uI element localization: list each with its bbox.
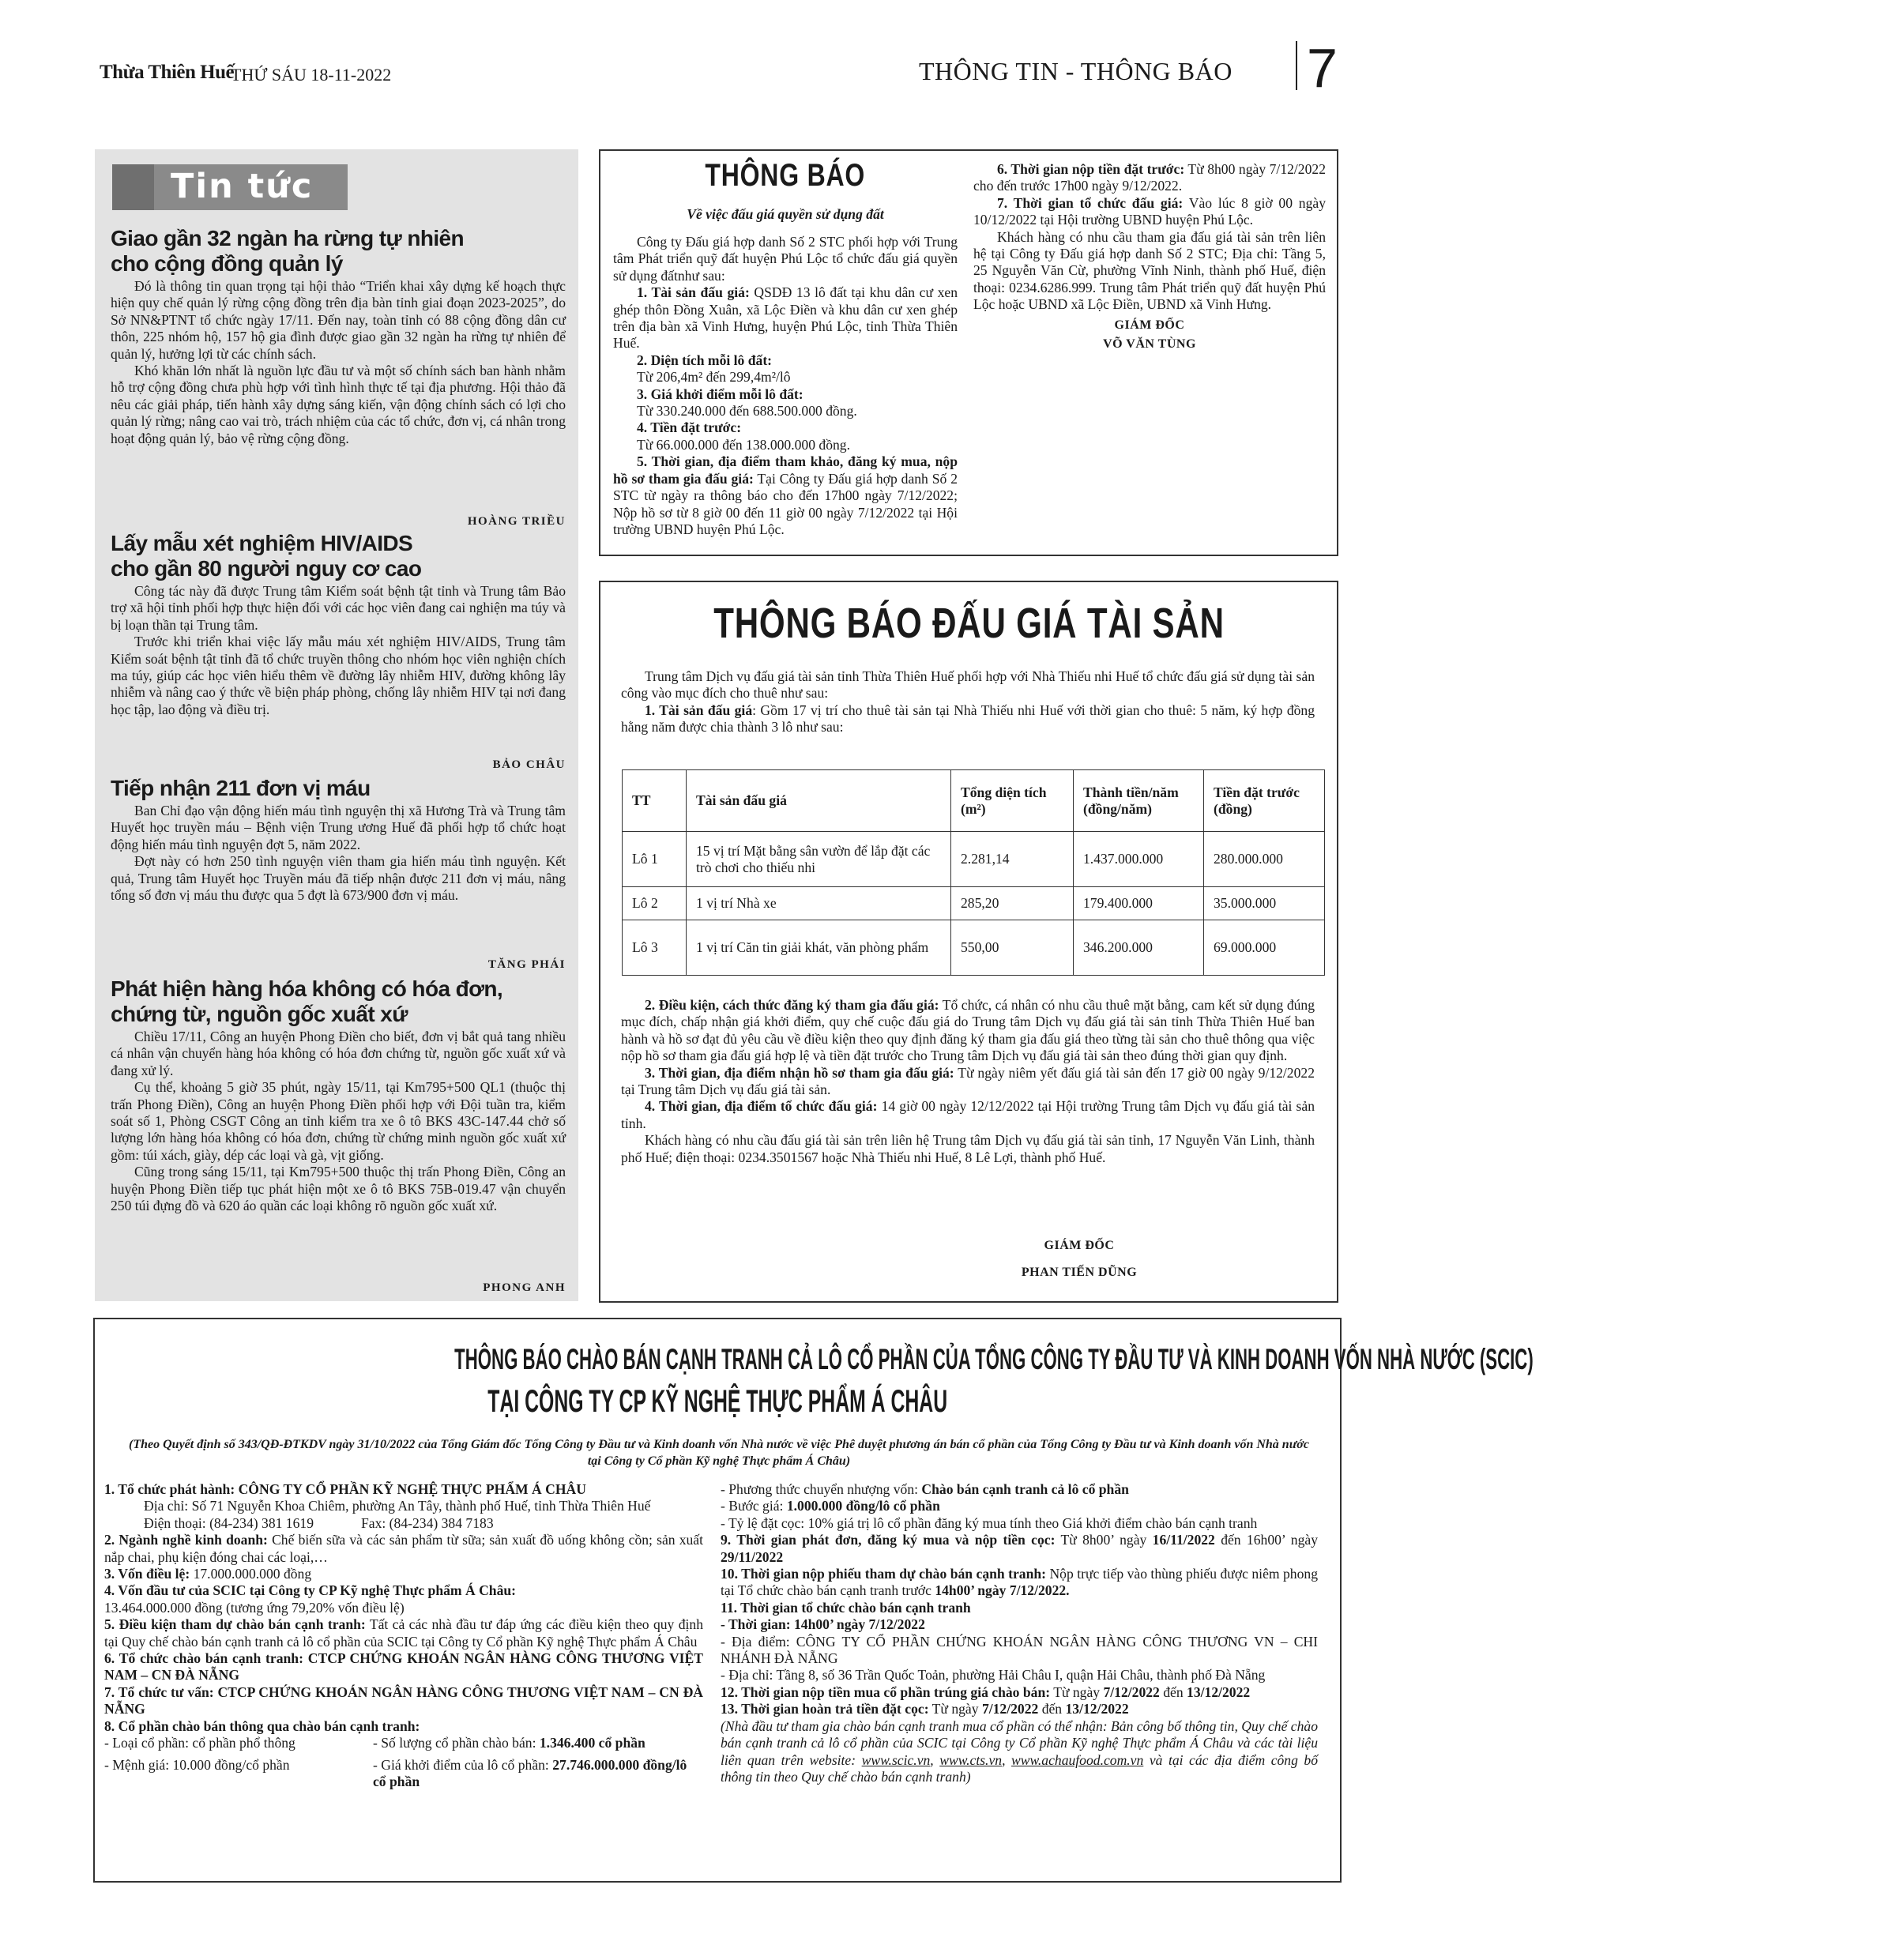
table-row (623, 920, 1325, 976)
land-item-4-label: 4. Tiền đặt trước: (637, 419, 742, 436)
share-start-price-value: 27.746.000.000 đồng/lô cổ phần (373, 1756, 687, 1789)
share-item-11-time: - Thời gian: 14h00’ ngày 7/12/2022 (721, 1616, 925, 1633)
land-item-7-text: Vào lúc 8 giờ 00 ngày 10/12/2022 tại Hội trường UBND huyện Phú Lộc. (973, 194, 1326, 228)
share-item-4-label: 4. Vốn đầu tư của SCIC tại Công ty CP Kỹ nghệ Thực phẩm Á Châu: (104, 1582, 517, 1599)
land-item-6-text: Từ 8h00 ngày 7/12/2022 cho đến trước 17h00 ngày 9/12/2022. (973, 161, 1326, 194)
share-item-1-address: Địa chỉ: Số 71 Nguyễn Khoa Chiêm, phường An Tây, thành phố Huế, tỉnh Thừa Thiên Huế (144, 1498, 651, 1514)
article-1-byline: HOÀNG TRIỀU (467, 515, 566, 528)
table-cell: 179.400.000 (1074, 887, 1204, 920)
share-par-value: - Mệnh giá: 10.000 đồng/cổ phần (104, 1756, 290, 1773)
article-4-paragraph: Chiều 17/11, Công an huyện Phong Điền cho biết, đơn vị bắt quả tang nhiều cá nhân vận chuyển hàng hóa không có hóa đơn chứng từ, nguồn gốc xuất xứ và đang xử lý. (111, 1029, 566, 1078)
share-start-price (373, 1757, 703, 1791)
land-notice-subtitle: Về việc đấu giá quyền sử dụng đất (687, 206, 884, 222)
land-item-1-text: QSDĐ 13 lô đất tại khu dân cư xen ghép thôn Đồng Xuân, xã Lộc Điền và khu dân cư xen ghép trên địa bàn xã Vinh Hưng, huyện Phú Lộc, tỉnh Thừa Thiên Huế. (613, 284, 958, 352)
share-item-12-text-2: đến (1159, 1683, 1187, 1700)
article-2-byline: BẢO CHÂU (492, 758, 566, 771)
share-item-8-row-2 (104, 1757, 703, 1791)
share-transfer-method-label: - Phương thức chuyển nhượng vốn: (721, 1481, 919, 1497)
share-item-13-date-2: 13/12/2022 (1065, 1701, 1129, 1717)
table-cell: Lô 2 (623, 887, 687, 920)
table-cell: 15 vị trí Mặt bằng sân vườn để lắp đặt các trò chơi cho thiếu nhi (687, 832, 951, 887)
share-item-12-label: 12. Thời gian nộp tiền mua cổ phần trúng giá chào bán: (721, 1683, 1051, 1700)
share-item-1-contacts (104, 1515, 703, 1532)
share-transfer-method-value: Chào bán cạnh tranh cả lô cổ phần (921, 1481, 1129, 1497)
article-1-headline (111, 226, 569, 277)
share-item-2 (104, 1532, 703, 1566)
share-transfer-method (721, 1481, 1318, 1498)
asset-item-2-text: Tổ chức, cá nhân có nhu cầu thuê mặt bằng, cam kết sử dụng đúng mục đích, chấp nhận giá khởi điểm, quy chế cuộc đấu giá do Trung tâm Dịch vụ đấu giá tài sản tỉnh Thừa Thiên Huế ban hành và hồ sơ đạt đủ yêu cầu về điều kiện theo quy định đăng ký tham gia đấu giá theo từng tài sản cho thuê thông qua việc nộp hồ sơ tham gia đấu giá hợp lệ và tiền đặt trước cho Trung tâm Dịch vụ đấu giá tài sản theo đúng thời gian quy định. (621, 997, 1315, 1064)
share-item-3 (104, 1566, 703, 1582)
land-notice-contact: Khách hàng có nhu cầu tham gia đấu giá tài sản trên liên hệ tại Công ty Đấu giá hợp danh Số 2 STC; Địa chỉ: Tầng 5, 25 Nguyễn Văn Cừ, phường Vĩnh Ninh, thành phố Huế, điện thoại: 0234.6286.999. Trung tâm Phát triển quỹ đất huyện Phú Lộc hoặc UBND xã Lộc Điền, UBND xã Vinh Hưng. (973, 228, 1326, 313)
table-row (623, 832, 1325, 887)
share-item-1-phone: Điện thoại: (84-234) 381 1619 (144, 1514, 314, 1531)
share-quantity (373, 1735, 703, 1751)
asset-item-3-text: Từ ngày niêm yết đấu giá tài sản đến 17 giờ 00 ngày 9/12/2022 tại Trung tâm Dịch vụ đấu giá tài sản. (621, 1064, 1315, 1098)
article-3-headline-line-1: Tiếp nhận 211 đơn vị máu (111, 776, 371, 800)
share-quantity-value: 1.346.400 cổ phần (539, 1735, 645, 1751)
land-item-3-label: 3. Giá khởi điểm mỗi lô đất: (637, 386, 803, 402)
share-deposit-rate: - Tỷ lệ đặt cọc: 10% giá trị lô cổ phần đăng ký mua tính theo Giá khởi điểm chào bán cạnh tranh (721, 1514, 1258, 1531)
asset-notice-contact: Khách hàng có nhu cầu đấu giá tài sản trên liên hệ Trung tâm Dịch vụ đấu giá tài sản tỉnh, 17 Nguyễn Văn Linh, thành phố Huế; điện thoại: 0234.3501567 hoặc Nhà Thiếu nhi Huế, 8 Lê Lợi, thành phố Huế. (621, 1132, 1315, 1165)
share-item-12 (721, 1684, 1318, 1701)
achaufood-website-link[interactable]: www.achaufood.com.vn (1011, 1751, 1144, 1768)
share-item-1-label: 1. Tổ chức phát hành: CÔNG TY CỔ PHẦN KỸ NGHỆ THỰC PHẨM Á CHÂU (104, 1481, 586, 1497)
news-banner-title: Tin tức (171, 167, 314, 206)
article-3-paragraph: Đợt này có hơn 250 tình nguyện viên tham gia hiến máu tình nguyện. Kết quả, Trung tâm Huyết học Truyền máu đã tiếp nhận được 211 đơn vị máu, nâng tổng số đơn vị máu thu được qua 5 đợt là 673/900 đơn vị máu. (111, 853, 566, 904)
article-4-paragraph: Cụ thể, khoảng 5 giờ 35 phút, ngày 15/11, tại Km795+500 QL1 (thuộc thị trấn Phong Điền), Công an huyện Phong Điền phối hợp với Đội tuần tra, kiểm soát số 1, Phòng CSGT Công an tỉnh kiểm tra xe ô tô BKS 43C-147.44 chở số lượng lớn hàng hóa không có hóa đơn, chứng từ chứng minh nguồn gốc xuất xứ gồm: túi xách, giày, dép các loại và gà, vịt giống. (111, 1079, 566, 1163)
article-3-byline: TĂNG PHÁI (487, 958, 566, 971)
table-header-cell: Tiền đặt trước (đồng) (1204, 770, 1325, 832)
article-2-headline-line-2: cho gần 80 người nguy cơ cao (111, 556, 422, 581)
share-item-13-date-1: 7/12/2022 (981, 1701, 1039, 1717)
share-notice-title-2-wrap (95, 1384, 1340, 1420)
share-item-10-text: Nộp trực tiếp vào thùng phiếu được niêm phong tại Tổ chức chào bán cạnh tranh trước (721, 1566, 1318, 1599)
asset-item-3-label: 3. Thời gian, địa điểm nhận hồ sơ tham gia đấu giá: (645, 1064, 954, 1081)
share-item-9-date-2: 29/11/2022 (721, 1548, 784, 1565)
share-type: - Loại cổ phần: cổ phần phổ thông (104, 1735, 295, 1751)
land-notice-item-5-start (613, 453, 958, 538)
share-item-8-row-1 (104, 1735, 703, 1751)
asset-item-4-text: 14 giờ 00 ngày 12/12/2022 tại Hội trường Trung tâm Dịch vụ đấu giá tài sản tỉnh. (621, 1098, 1315, 1131)
asset-item-4-label: 4. Thời gian, địa điểm tổ chức đấu giá: (645, 1098, 878, 1115)
land-item-1-label: 1. Tài sản đấu giá: (637, 284, 750, 301)
land-notice-sign-title: GIÁM ĐỐC (1114, 318, 1185, 332)
asset-item-1-text: : Gồm 17 vị trí cho thuê tài sản tại Nhà Thiếu nhi Huế với thời gian cho thuê: 5 năm, ký hợp đồng hằng năm được chia thành 3 lô như sau: (621, 702, 1315, 735)
share-item-1-fax: Fax: (84-234) 384 7183 (361, 1514, 494, 1531)
share-notice-title-1: THÔNG BÁO CHÀO BÁN CẠNH TRANH CẢ LÔ CỔ PHẦN CỦA TỔNG CÔNG TY ĐẦU TƯ VÀ KINH DOANH VỐN NHÀ NƯỚC (SCIC) (454, 1343, 1534, 1375)
share-item-11-place: - Địa điểm: CÔNG TY CỔ PHẦN CHỨNG KHOÁN NGÂN HÀNG CÔNG THƯƠNG VN – CHI NHÁNH ĐÀ NẴNG (721, 1633, 1318, 1667)
share-item-2-text: Chế biến sữa và các sản phẩm từ sữa; sản xuất đồ uống không cồn; sản xuất nắp chai, phụ kiện đóng chai các loại,… (104, 1532, 704, 1565)
article-1-paragraph: Đó là thông tin quan trọng tại hội thảo “Triển khai xây dựng kế hoạch thực hiện quy chế quản lý rừng cộng đồng trên địa bàn tỉnh giai đoạn 2023-2025”, do Sở NN&PTNT tổ chức ngày 17/11. Đến nay, toàn tỉnh có 88 cộng đồng dân cư thôn, 225 nhóm hộ, 157 hộ gia đình được giao gần 32 ngàn ha rừng tự nhiên để quản lý, hưởng lợi từ các chính sách. (111, 278, 566, 362)
share-item-10 (721, 1566, 1318, 1600)
share-notice-title-2: TẠI CÔNG TY CP KỸ NGHỆ THỰC PHẨM Á CHÂU (487, 1384, 947, 1419)
table-cell: 1.437.000.000 (1074, 832, 1204, 887)
share-item-12-date-1: 7/12/2022 (1103, 1683, 1160, 1700)
article-1-headline-line-2: cho cộng đồng quản lý (111, 251, 343, 276)
land-item-3-text: Từ 330.240.000 đến 688.500.000 đồng. (637, 403, 857, 419)
share-notice-left (104, 1481, 703, 1790)
table-header-row (623, 770, 1325, 832)
share-item-9 (721, 1532, 1318, 1566)
table-cell: 285,20 (951, 887, 1074, 920)
share-item-13-text: Từ ngày (928, 1701, 982, 1717)
table-header-cell: TT (623, 770, 687, 832)
land-item-5-label: 5. Thời gian, địa điểm tham khảo, đăng ký mua, nộp hồ sơ tham gia đấu giá: (613, 453, 958, 487)
table-cell: 35.000.000 (1204, 887, 1325, 920)
share-item-12-date-2: 13/12/2022 (1187, 1683, 1251, 1700)
table-header-cell: Tổng diện tích (m²) (951, 770, 1074, 832)
cts-website-link[interactable]: www.cts.vn (939, 1751, 1003, 1768)
table-header-cell: Tài sản đấu giá (687, 770, 951, 832)
newspaper-name: Thừa Thiên Huế (100, 62, 235, 83)
table-cell: 69.000.000 (1204, 920, 1325, 976)
land-notice-intro: Công ty Đấu giá hợp danh Số 2 STC phối hợp với Trung tâm Phát triển quỹ đất huyện Phú Lộc tổ chức đấu giá quyền sử dụng đấtnhư sau: (613, 234, 958, 284)
issue-date: THỨ SÁU 18-11-2022 (231, 65, 392, 85)
table-cell: Lô 3 (623, 920, 687, 976)
share-item-6: 6. Tổ chức chào bán cạnh tranh: CTCP CHỨNG KHOÁN NGÂN HÀNG CÔNG THƯƠNG VIỆT NAM – CN ĐÀ NẴNG (104, 1650, 703, 1683)
share-item-8-label: 8. Cổ phần chào bán thông qua chào bán cạnh tranh: (104, 1717, 420, 1734)
land-item-6-label: 6. Thời gian nộp tiền đặt trước: (997, 161, 1185, 177)
article-4-headline (111, 976, 569, 1027)
article-3-headline (111, 776, 569, 801)
asset-notice-intro: Trung tâm Dịch vụ đấu giá tài sản tỉnh Thừa Thiên Huế phối hợp với Nhà Thiếu nhi Huế tổ chức đấu giá sử dụng tài sản công vào mục đích cho thuê như sau: (621, 668, 1315, 702)
asset-notice-title: THÔNG BÁO ĐẤU GIÁ TÀI SẢN (713, 600, 1225, 647)
article-4-headline-line-2: chứng từ, nguồn gốc xuất xứ (111, 1002, 408, 1026)
share-item-5-text: Tất cả các nhà đầu tư đáp ứng các điều kiện theo quy định tại Quy chế chào bán cạnh tranh cả lô cổ phần của SCIC tại Công ty Cổ phần Kỹ nghệ Thực phẩm Á Châu (104, 1616, 703, 1650)
asset-notice-item-2 (621, 997, 1315, 1065)
land-notice-item-1 (613, 284, 958, 352)
land-auction-notice-right (973, 161, 1326, 352)
share-item-9-text: Từ 8h00’ ngày (1055, 1532, 1153, 1548)
land-auction-notice-left (613, 158, 958, 538)
asset-lots-table (622, 769, 1325, 976)
table-cell: 280.000.000 (1204, 832, 1325, 887)
share-item-3-label: 3. Vốn điều lệ: (104, 1566, 190, 1582)
asset-item-2-label: 2. Điều kiện, cách thức đăng ký tham gia đấu giá: (645, 997, 939, 1013)
article-3-body (111, 803, 566, 904)
page-number: 7 (1307, 37, 1338, 99)
share-item-5-label: 5. Điều kiện tham dự chào bán cạnh tranh: (104, 1616, 366, 1633)
share-item-9-label: 9. Thời gian phát đơn, đăng ký mua và nộp tiền cọc: (721, 1532, 1056, 1548)
asset-item-1-label: 1. Tài sản đấu giá (645, 702, 753, 718)
article-4-body (111, 1029, 566, 1214)
share-item-3-text: 17.000.000.000 đồng (190, 1566, 312, 1582)
table-cell: 2.281,14 (951, 832, 1074, 887)
share-item-7: 7. Tổ chức tư vấn: CTCP CHỨNG KHOÁN NGÂN HÀNG CÔNG THƯƠNG VIỆT NAM – CN ĐÀ NẴNG (104, 1683, 703, 1717)
article-2-headline-line-1: Lấy mẫu xét nghiệm HIV/AIDS (111, 531, 413, 555)
share-price-step (721, 1498, 1318, 1514)
land-item-2-text: Từ 206,4m² đến 299,4m²/lô (637, 369, 791, 386)
article-3-paragraph: Ban Chỉ đạo vận động hiến máu tình nguyện thị xã Hương Trà và Trung tâm Huyết học truyền máu – Bệnh viện Trung ương Huế đã phối hợp tổ chức hoạt động hiến máu tình nguyện đợt 5, năm 2022. (111, 803, 566, 852)
share-note-text: (Nhà đầu tư tham gia chào bán cạnh tranh mua cổ phần có thể nhận: Bản công bố thông tin, Quy chế chào bán cạnh tranh cả lô cổ phần của SCIC tại Công ty Cổ phần Kỹ nghệ Thực phẩm Á Châu và các tài liệu liên quan trên website: (721, 1717, 1318, 1768)
article-4-byline: PHONG ANH (483, 1281, 566, 1294)
share-price-step-label: - Bước giá: (721, 1498, 784, 1514)
table-cell: 346.200.000 (1074, 920, 1204, 976)
share-item-10-value: 14h00’ ngày 7/12/2022. (935, 1582, 1070, 1599)
share-notice-subtitle: (Theo Quyết định số 343/QĐ-ĐTKDV ngày 31/10/2022 của Tổng Giám đốc Tổng Công ty Đầu tư và Kinh doanh vốn Nhà nước về việc Phê duyệt phương án bán cổ phần của Tổng Công ty Đầu tư và Kinh doanh vốn Nhà nước tại Công ty Cổ phần Kỹ nghệ Thực phẩm Á Châu) (129, 1438, 1309, 1468)
land-notice-title: THÔNG BÁO (705, 158, 866, 193)
article-2-headline (111, 531, 569, 581)
share-item-13-label: 13. Thời gian hoàn trả tiền đặt cọc: (721, 1701, 929, 1717)
asset-notice-sign-name: PHAN TIẾN DŨNG (1021, 1266, 1138, 1279)
asset-notice-details (621, 997, 1315, 1166)
land-notice-item-7 (973, 195, 1326, 229)
section-title: THÔNG TIN - THÔNG BÁO (919, 57, 1233, 85)
article-1-paragraph: Khó khăn lớn nhất là nguồn lực đầu tư và một số chính sách ban hành nhằm hỗ trợ cộng đồng chưa phù hợp với tình hình thực tế tại địa phương. Hội thảo đã nêu các giải pháp, tiến hành xây dựng sáng kiến, vận động chính sách có lợi cho quản lý rừng; nâng cao vai trò, trách nhiệm của các tổ chức, đơn vị, cá nhân trong hoạt động quản lý, bảo vệ rừng cộng đồng. (111, 363, 566, 446)
asset-notice-item-1 (621, 702, 1315, 736)
share-price-step-value: 1.000.000 đồng/lô cổ phần (786, 1498, 940, 1514)
share-note: (Nhà đầu tư tham gia chào bán cạnh tranh mua cổ phần có thể nhận: Bản công bố thông tin, Quy chế chào bán cạnh tranh cả lô cổ phần của SCIC tại Công ty Cổ phần Kỹ nghệ Thực phẩm Á Châu và các tài liệu liên quan trên website: www.scic.vn, www.cts.vn, www.achaufood.com.vn và tại các địa điểm công bố thông tin theo Quy chế chào bán cạnh tranh) (721, 1717, 1319, 1785)
table-cell: 550,00 (951, 920, 1074, 976)
table-cell: 1 vị trí Căn tin giải khát, văn phòng phẩm (687, 920, 951, 976)
land-item-5-text: Tại Công ty Đấu giá hợp danh Số 2 STC từ ngày ra thông báo cho đến 17h00 ngày 7/12/2022; Nộp hồ sơ từ 8 giờ 00 đến 11 giờ 00 ngày 7/12/2022 tại Hội trường UBND huyện Phú Lộc. (613, 470, 958, 537)
land-item-4-text: Từ 66.000.000 đến 138.000.000 đồng. (637, 436, 851, 453)
table-row (623, 887, 1325, 920)
share-notice-right (721, 1481, 1318, 1785)
article-4-paragraph: Cũng trong sáng 15/11, tại Km795+500 thuộc thị trấn Phong Điền, Công an huyện Phong Điền tiếp tục phát hiện một xe ô tô BKS 75B-019.47 vận chuyển 250 túi đựng đồ và 620 áo quần các loại không rõ nguồn gốc xuất xứ. (111, 1164, 566, 1214)
share-start-price-label: - Giá khởi điểm của lô cổ phần: (373, 1756, 549, 1773)
article-4-headline-line-1: Phát hiện hàng hóa không có hóa đơn, (111, 976, 503, 1001)
scic-website-link[interactable]: www.scic.vn (861, 1751, 931, 1768)
share-item-4-text: 13.464.000.000 đồng (tương ứng 79,20% vốn điều lệ) (104, 1599, 405, 1616)
land-item-7-label: 7. Thời gian tổ chức đấu giá: (997, 194, 1184, 211)
share-item-5 (104, 1616, 703, 1650)
share-item-2-label: 2. Ngành nghề kinh doanh: (104, 1532, 268, 1548)
share-item-9-text-2: đến 16h00’ ngày (1214, 1532, 1318, 1548)
asset-notice-sign-title: GIÁM ĐỐC (1044, 1239, 1115, 1252)
land-notice-title-wrap (613, 158, 958, 201)
share-item-13 (721, 1701, 1318, 1717)
table-cell: 1 vị trí Nhà xe (687, 887, 951, 920)
share-item-9-date-1: 16/11/2022 (1152, 1532, 1215, 1548)
article-1-body (111, 278, 566, 447)
share-item-11-label: 11. Thời gian tổ chức chào bán cạnh tranh (721, 1599, 971, 1616)
article-2-paragraph: Trước khi triển khai việc lấy mẫu máu xét nghiệm HIV/AIDS, Trung tâm Kiểm soát bệnh tật tỉnh đã tổ chức truyền thông cho nhóm học viên nghiện chích ma túy, giúp các học viên hiểu thêm về đường lây nhiễm HIV, đường không lây nhiễm và nâng cao ý thức về biện pháp phòng, chống lây nhiễm HIV tại nơi đang học tập, lao động và điều trị. (111, 634, 566, 717)
share-item-13-text-2: đến (1038, 1701, 1066, 1717)
share-item-12-text: Từ ngày (1050, 1683, 1104, 1700)
header-divider (1296, 41, 1297, 90)
asset-notice-item-3 (621, 1065, 1315, 1099)
table-header-cell: Thành tiền/năm (đồng/năm) (1074, 770, 1204, 832)
article-2-body (111, 583, 566, 718)
share-item-10-label: 10. Thời gian nộp phiếu tham dự chào bán cạnh tranh: (721, 1566, 1047, 1582)
table-cell: Lô 1 (623, 832, 687, 887)
land-notice-item-6 (973, 161, 1326, 195)
asset-notice-intro-block (621, 668, 1315, 736)
article-1-headline-line-1: Giao gần 32 ngàn ha rừng tự nhiên (111, 226, 465, 250)
land-item-2-label: 2. Diện tích mỗi lô đất: (637, 352, 773, 368)
asset-notice-title-wrap (600, 599, 1337, 648)
share-note-end: và tại các địa điểm công bố thông tin theo Quy chế chào bán cạnh tranh) (721, 1751, 1319, 1785)
article-2-paragraph: Công tác này đã được Trung tâm Kiểm soát bệnh tật tỉnh và Trung tâm Bảo trợ xã hội tỉnh phối hợp thực hiện đối với các học viên đang cai nghiện ma túy và bị loạn thần tại Trung tâm. (111, 583, 566, 633)
land-notice-sign-name: VÕ VĂN TÙNG (1103, 337, 1196, 351)
share-quantity-label: - Số lượng cổ phần chào bán: (373, 1735, 536, 1751)
asset-notice-item-4 (621, 1098, 1315, 1132)
share-item-11-address: - Địa chỉ: Tầng 8, số 36 Trần Quốc Toản, phường Hải Châu I, quận Hải Châu, thành phố Đà Nẵng (721, 1667, 1266, 1683)
share-notice-title-1-wrap (95, 1343, 1534, 1376)
